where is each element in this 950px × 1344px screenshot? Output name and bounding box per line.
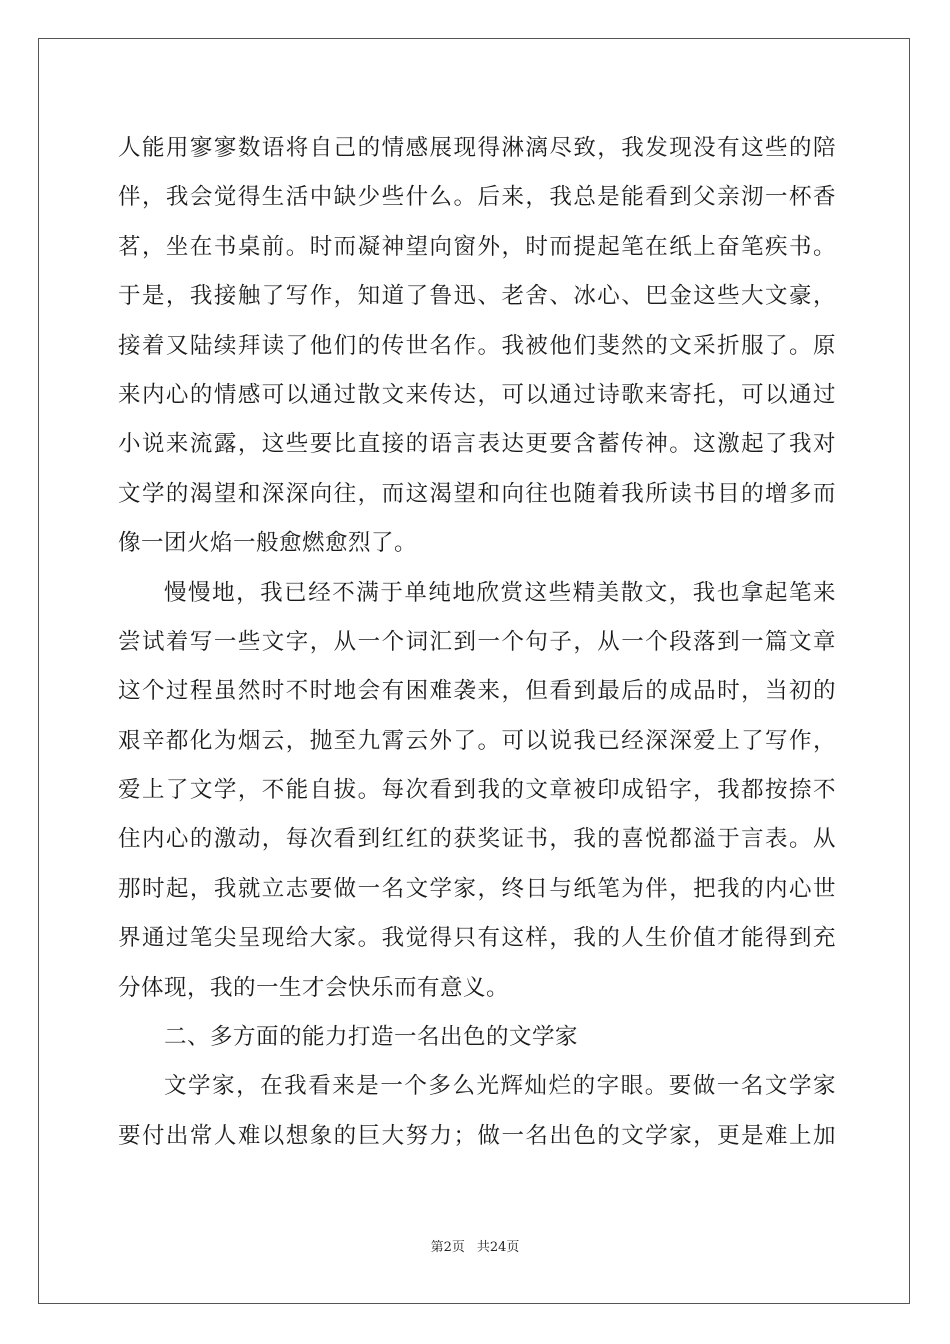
text-line: 那时起，我就立志要做一名文学家，终日与纸笔为伴，把我的内心世 — [118, 875, 836, 902]
text-line: 伴，我会觉得生活中缺少些什么。后来，我总是能看到父亲沏一杯香 — [118, 184, 836, 211]
text-line: 界通过笔尖呈现给大家。我觉得只有这样，我的人生价值才能得到充 — [118, 925, 836, 952]
page-footer — [0, 1236, 950, 1255]
text-line: 文学的渴望和深深向往，而这渴望和向往也随着我所读书目的增多而 — [118, 480, 836, 507]
text-line: 于是，我接触了写作，知道了鲁迅、老舍、冰心、巴金这些大文豪， — [118, 283, 836, 310]
text-line: 人能用寥寥数语将自己的情感展现得淋漓尽致，我发现没有这些的陪 — [118, 135, 836, 161]
text-line: 住内心的激动，每次看到红红的获奖证书，我的喜悦都溢于言表。从 — [118, 826, 836, 853]
paragraph-first-line: 文学家，在我看来是一个多么光辉灿烂的字眼。要做一名文学家 — [164, 1073, 836, 1100]
text-line: 艰辛都化为烟云，抛至九霄云外了。可以说我已经深深爱上了写作， — [118, 727, 836, 754]
text-line: 像一团火焰一般愈燃愈烈了。 — [118, 530, 418, 557]
page-total: 共24页 — [476, 1240, 520, 1255]
text-line: 小说来流露，这些要比直接的语言表达更要含蓄传神。这激起了我对 — [118, 431, 836, 458]
text-line: 爱上了文学，不能自拔。每次看到我的文章被印成铅字，我都按捺不 — [118, 777, 836, 804]
page-number: 第2页 — [430, 1240, 465, 1255]
document-body — [118, 124, 836, 1161]
text-line: 这个过程虽然时不时地会有困难袭来，但看到最后的成品时，当初的 — [118, 678, 836, 705]
section-heading: 二、多方面的能力打造一名出色的文学家 — [164, 1024, 579, 1051]
text-line: 接着又陆续拜读了他们的传世名作。我被他们斐然的文采折服了。原 — [118, 332, 836, 359]
text-line: 来内心的情感可以通过散文来传达，可以通过诗歌来寄托，可以通过 — [118, 381, 836, 408]
text-line: 要付出常人难以想象的巨大努力；做一名出色的文学家，更是难上加 — [118, 1122, 836, 1149]
paragraph-first-line: 慢慢地，我已经不满于单纯地欣赏这些精美散文，我也拿起笔来 — [164, 579, 836, 606]
text-line: 分体现，我的一生才会快乐而有意义。 — [118, 974, 510, 1001]
text-line: 尝试着写一些文字，从一个词汇到一个句子，从一个段落到一篇文章 — [118, 628, 836, 655]
text-line: 茗，坐在书桌前。时而凝神望向窗外，时而提起笔在纸上奋笔疾书。 — [118, 233, 836, 260]
